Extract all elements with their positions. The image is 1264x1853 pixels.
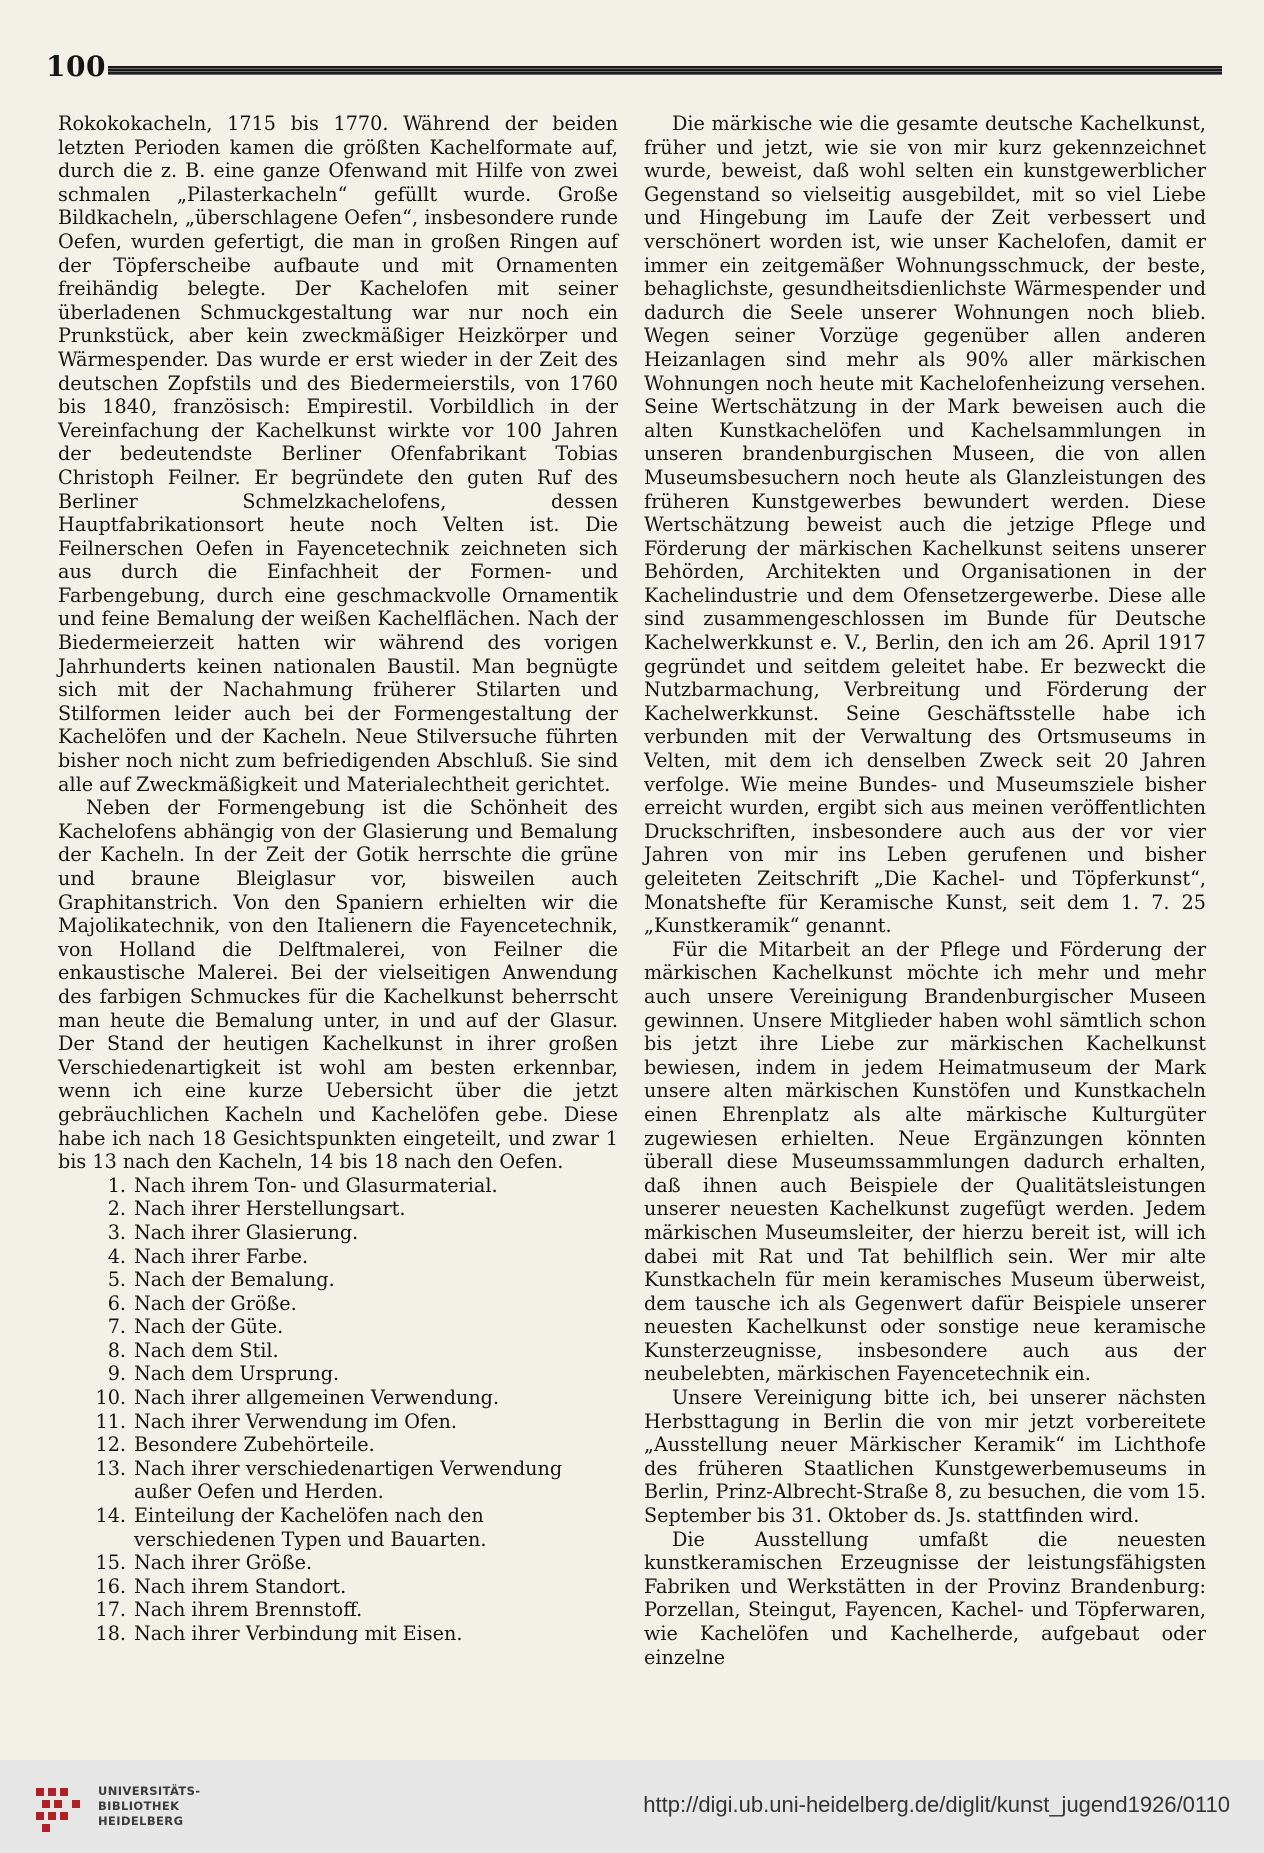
list-item — [86, 1433, 618, 1457]
list-text: Nach ihrem Brennstoff. — [134, 1598, 363, 1622]
list-text: Besondere Zubehörteile. — [134, 1433, 375, 1457]
list-text: Nach ihrem Standort. — [134, 1574, 347, 1598]
library-name-line: BIBLIOTHEK — [98, 1799, 180, 1813]
list-item — [86, 1504, 618, 1551]
list-number: 6. — [107, 1291, 126, 1315]
list-item — [86, 1197, 618, 1221]
list-text: Nach ihrer Herstellungsart. — [134, 1197, 406, 1221]
header-rule — [108, 66, 1222, 75]
list-item — [86, 1292, 618, 1316]
list-number: 18. — [95, 1622, 126, 1645]
list-item — [86, 1268, 618, 1292]
list-item — [86, 1575, 618, 1599]
list-number: 7. — [107, 1315, 126, 1339]
page-number: 100 — [46, 50, 106, 83]
list-item — [86, 1410, 618, 1434]
list-text: Einteilung der Kachelöfen nach den verschiedenen Typen und Bauarten. — [134, 1504, 487, 1551]
list-number: 2. — [107, 1197, 126, 1221]
list-text: Nach dem Ursprung. — [134, 1362, 340, 1386]
list-item — [86, 1245, 618, 1269]
list-number: 11. — [95, 1409, 126, 1433]
list-item — [86, 1315, 618, 1339]
list-text: Nach ihrer Verwendung im Ofen. — [134, 1409, 457, 1433]
list-item — [86, 1221, 618, 1245]
list-number: 14. — [95, 1504, 126, 1528]
criteria-list — [58, 1174, 618, 1646]
list-text: Nach ihrem Ton- und Glasurmaterial. — [134, 1173, 498, 1197]
list-number: 3. — [107, 1220, 126, 1244]
paragraph: Die märkische wie die gesamte deutsche Kachelkunst, früher und jetzt, wie sie von mir kurz gekennzeichnet wurde, beweist, daß wohl selten ein kunstgewerblicher Gegenstand so vielseitig ausgebildet, mit so viel Liebe und Hingebung im Laufe der Zeit verbessert und verschönert worden ist, wie unser Kachelofen, damit er immer ein zeitgemäßer Wohnungsschmuck, der beste, behaglichste, gesundheitsdienlichste Wärmespender und dadurch die Seele unserer Wohnungen noch blieb. Wegen seiner Vorzüge gegenüber allen anderen Heizanlagen sind mehr als 90% aller märkischen Wohnungen noch heute mit Kachelofenheizung versehen. Seine Wertschätzung in der Mark beweisen auch die alten Kunstkachelöfen und Kachelsammlungen in unseren brandenburgischen Museen, die von allen Museumsbesuchern noch heute als Glanzleistungen des früheren Kunstgewerbes bewundert werden. Diese Wertschätzung beweist auch die jetzige Pflege und Förderung der märkischen Kachelkunst seitens unserer Behörden, Architekten und Organisationen in der Kachelindustrie und dem Ofensetzergewerbe. Diese alle sind zusammengeschlossen im Bunde für Deutsche Kachelwerkkunst e. V., Berlin, den ich am 26. April 1917 gegründet und seitdem geleitet habe. Er bezweckt die Nutzbarmachung, Verbreitung und Förderung der Kachelwerkkunst. Seine Geschäftsstelle habe ich verbunden mit der Verwaltung des Ortsmuseums in Velten, mit dem ich denselben Zweck seit 20 Jahren verfolge. Wie meine Bundes- und Museumsziele bisher erreicht wurden, ergibt sich aus meinen veröffentlichten Druckschriften, insbesondere auch aus der vor vier Jahren von mir ins Leben gerufenen und bisher geleiteten Zeitschrift „Die Kachel- und Töpferkunst“, Monatshefte für Keramische Kunst, seit dem 1. 7. 25 „Kunstkeramik“ genannt. — [644, 112, 1206, 938]
list-text: Nach ihrer Farbe. — [134, 1244, 309, 1268]
heidelberg-university-library-logo-icon — [32, 1782, 88, 1834]
list-item — [86, 1339, 618, 1363]
paragraph: Unsere Vereinigung bitte ich, bei unserer nächsten Herbsttagung in Berlin die von mir jetzt vorbereitete „Ausstellung neuer Märkischer Keramik“ im Lichthofe des früheren Staatlichen Kunstgewerbemuseums in Berlin, Prinz-Albrecht-Straße 8, zu besuchen, die vom 15. September bis 31. Oktober ds. Js. stattfinden wird. — [644, 1386, 1206, 1528]
list-item — [86, 1386, 618, 1410]
list-text: Nach der Größe. — [134, 1291, 297, 1315]
list-number: 8. — [107, 1338, 126, 1362]
list-number: 9. — [107, 1362, 126, 1386]
library-name-line: HEIDELBERG — [98, 1814, 184, 1828]
list-number: 13. — [95, 1456, 126, 1480]
list-text: Nach ihrer Glasierung. — [134, 1220, 359, 1244]
library-name — [98, 1784, 200, 1829]
list-number: 17. — [95, 1598, 126, 1622]
page-header — [46, 50, 1222, 90]
list-item — [86, 1622, 618, 1646]
paragraph: Für die Mitarbeit an der Pflege und Förderung der märkischen Kachelkunst möchte ich mehr und mehr auch unsere Vereinigung Brandenburgischer Museen gewinnen. Unsere Mitglieder haben wohl sämtlich schon bis jetzt ihre Liebe zur märkischen Kachelkunst bewiesen, indem in jedem Heimatmuseum der Mark unsere alten märkischen Kunstöfen und Kunstkacheln einen Ehrenplatz als alte märkische Kulturgüter zugewiesen erhielten. Neue Ergänzungen könnten überall diese Museumssammlungen dadurch erhalten, daß ihnen auch Beispiele der Qualitätsleistungen unserer neuesten Kachelkunst zugefügt werden. Jedem märkischen Museumsleiter, der hierzu bereit ist, will ich dabei mit Rat und Tat behilflich sein. Wer mir alte Kunstkacheln für mein keramisches Museum überweist, dem tausche ich als Gegenwert dafür Beispiele unserer neuesten Kachelkunst oder sonstige neue keramische Kunsterzeugnisse, insbesondere auch aus der neubelebten, märkischen Fayencetechnik ein. — [644, 937, 1206, 1386]
right-column — [644, 112, 1206, 1669]
list-text: Nach ihrer allgemeinen Verwendung. — [134, 1386, 500, 1410]
list-number: 10. — [95, 1386, 126, 1410]
list-text: Nach dem Stil. — [134, 1338, 279, 1362]
list-item — [86, 1174, 618, 1198]
paragraph: Rokokokacheln, 1715 bis 1770. Während der beiden letzten Perioden kamen die größten Kachelformate auf, durch die z. B. eine ganze Ofenwand mit Hilfe von zwei schmalen „Pilasterkacheln“ gefüllt wurde. Große Bildkacheln, „überschlagene Oefen“, insbesondere runde Oefen, wurden gefertigt, die man in großen Ringen auf der Töpferscheibe aufbaute und mit Ornamenten freihändig belegte. Der Kachelofen mit seiner überladenen Schmuckgestaltung war nur noch ein Prunkstück, aber kein zweckmäßiger Heizkörper und Wärmespender. Das wurde er erst wieder in der Zeit des deutschen Zopfstils und des Biedermeierstils, von 1760 bis 1840, französisch: Empirestil. Vorbildlich in der Vereinfachung der Kachelkunst wirkte vor 100 Jahren der bedeutendste Berliner Ofenfabrikant Tobias Christoph Feilner. Er begründete den guten Ruf des Berliner Schmelzkachelofens, dessen Hauptfabrikationsort heute noch Velten ist. Die Feilnerschen Oefen in Fayencetechnik zeichneten sich aus durch die Einfachheit der Formen- und Farbengebung, durch eine geschmackvolle Ornamentik und feine Bemalung der weißen Kachelflächen. Nach der Biedermeierzeit hatten wir während des vorigen Jahrhunderts keinen nationalen Baustil. Man begnügte sich mit der Nachahmung früherer Stilarten und Stilformen leider auch bei der Formengestaltung der Kachelöfen und der Kacheln. Neue Stilversuche führten bisher noch nicht zum befriedigenden Abschluß. Sie sind alle auf Zweckmäßigkeit und Materialechtheit gerichtet. — [58, 112, 618, 796]
list-item — [86, 1551, 618, 1575]
list-text: Nach der Bemalung. — [134, 1268, 335, 1292]
viewer-footer — [0, 1760, 1264, 1853]
list-number: 5. — [107, 1268, 126, 1292]
list-item — [86, 1362, 618, 1386]
list-number: 15. — [95, 1551, 126, 1575]
list-text: Nach der Güte. — [134, 1315, 284, 1339]
list-number: 12. — [95, 1433, 126, 1457]
list-item — [86, 1457, 618, 1504]
list-number: 16. — [95, 1574, 126, 1598]
list-number: 1. — [107, 1173, 126, 1197]
list-text: Nach ihrer verschiedenartigen Verwendung außer Oefen und Herden. — [134, 1456, 563, 1504]
source-url-link[interactable]: http://digi.ub.uni-heidelberg.de/diglit/kunst_jugend1926/0110 — [643, 1792, 1230, 1817]
left-column — [58, 112, 618, 1646]
paragraph: Die Ausstellung umfaßt die neuesten kunstkeramischen Erzeugnisse der leistungsfähigsten Fabriken und Werkstätten in der Provinz Brandenburg: Porzellan, Steingut, Fayencen, Kachel- und Töpferwaren, wie Kachelöfen und Kachelherde, aufgebaut oder einzelne — [644, 1527, 1206, 1669]
list-text: Nach ihrer Größe. — [134, 1551, 313, 1575]
list-item — [86, 1598, 618, 1622]
list-text: Nach ihrer Verbindung mit Eisen. — [134, 1622, 463, 1645]
list-number: 4. — [107, 1244, 126, 1268]
library-name-line: UNIVERSITÄTS- — [98, 1784, 201, 1798]
paragraph: Neben der Formengebung ist die Schönheit des Kachelofens abhängig von der Glasierung und Bemalung der Kacheln. In der Zeit der Gotik herrschte die grüne und braune Bleiglasur vor, bisweilen auch Graphitanstrich. Von den Spaniern erhielten wir die Majolikatechnik, von den Italienern die Fayencetechnik, von Holland die Delftmalerei, von Feilner die enkaustische Malerei. Bei der vielseitigen Anwendung des farbigen Schmuckes für die Kachelkunst beherrscht man heute die Bemalung unter, in und auf der Glasur. Der Stand der heutigen Kachelkunst in ihrer großen Verschiedenartigkeit ist wohl am besten erkennbar, wenn ich eine kurze Uebersicht über die jetzt gebräuchlichen Kacheln und Kachelöfen gebe. Diese habe ich nach 18 Gesichtspunkten eingeteilt, und zwar 1 bis 13 nach den Kacheln, 14 bis 18 nach den Oefen. — [58, 796, 618, 1174]
